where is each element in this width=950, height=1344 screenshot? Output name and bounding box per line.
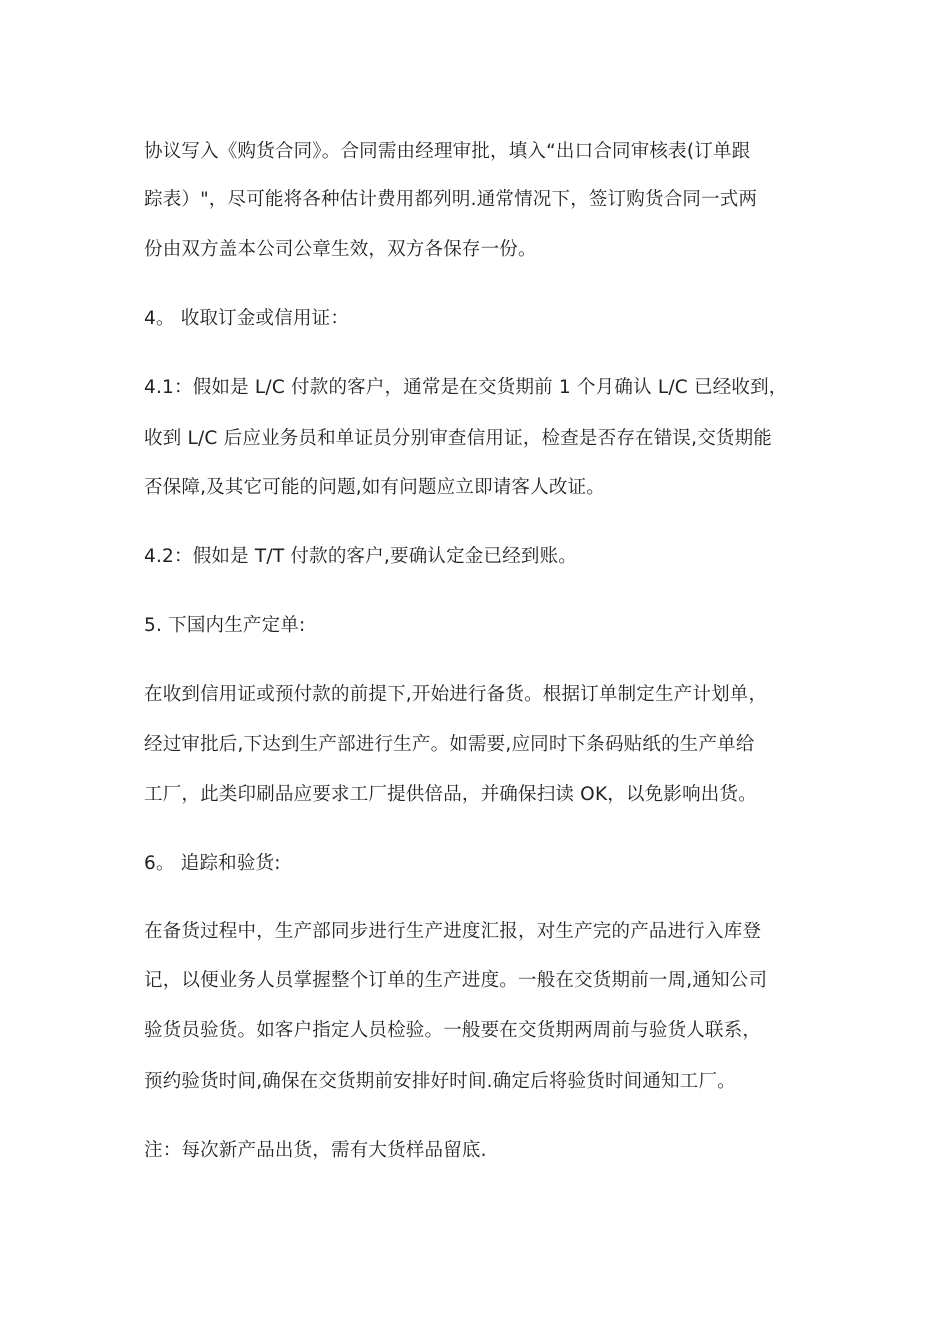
paragraph-line: 工厂，此类印刷品应要求工厂提供倍品，并确保扫读 OK，以免影响出货。 [144, 784, 757, 805]
paragraph-line: 否保障,及其它可能的问题,如有问题应立即请客人改证。 [144, 477, 605, 498]
paragraph-line: 经过审批后,下达到生产部进行生产。如需要,应同时下条码贴纸的生产单给 [144, 734, 755, 755]
paragraph-line: 踪表）"，尽可能将各种估计费用都列明.通常情况下，签订购货合同一式两 [144, 189, 758, 210]
section-heading: 4。 收取订金或信用证： [144, 308, 350, 329]
section-heading: 6。 追踪和验货: [144, 853, 281, 874]
note-line: 注：每次新产品出货，需有大货样品留底. [144, 1140, 487, 1161]
section-heading: 5. 下国内生产定单: [144, 615, 306, 636]
paragraph-line: 预约验货时间,确保在交货期前安排好时间.确定后将验货时间通知工厂。 [144, 1071, 736, 1092]
paragraph-line: 验货员验货。如客户指定人员检验。一般要在交货期两周前与验货人联系， [144, 1020, 762, 1041]
paragraph-line: 记，以便业务人员掌握整个订单的生产进度。一般在交货期前一周,通知公司 [144, 970, 768, 991]
paragraph-line: 收到 L/C 后应业务员和单证员分别审查信用证，检查是否存在错误,交货期能 [144, 428, 773, 449]
paragraph-line: 协议写入《购货合同》。合同需由经理审批，填入“出口合同审核表(订单跟 [144, 141, 751, 162]
paragraph-line: 在备货过程中，生产部同步进行生产进度汇报，对生产完的产品进行入库登 [144, 921, 762, 942]
paragraph-line: 份由双方盖本公司公章生效，双方各保存一份。 [144, 239, 537, 260]
paragraph-line: 在收到信用证或预付款的前提下,开始进行备货。根据订单制定生产计划单， [144, 684, 768, 705]
paragraph-line: 4.1：假如是 L/C 付款的客户，通常是在交货期前 1 个月确认 L/C 已经收到， [144, 377, 788, 398]
paragraph-line: 4.2：假如是 T/T 付款的客户,要确认定金已经到账。 [144, 546, 577, 567]
